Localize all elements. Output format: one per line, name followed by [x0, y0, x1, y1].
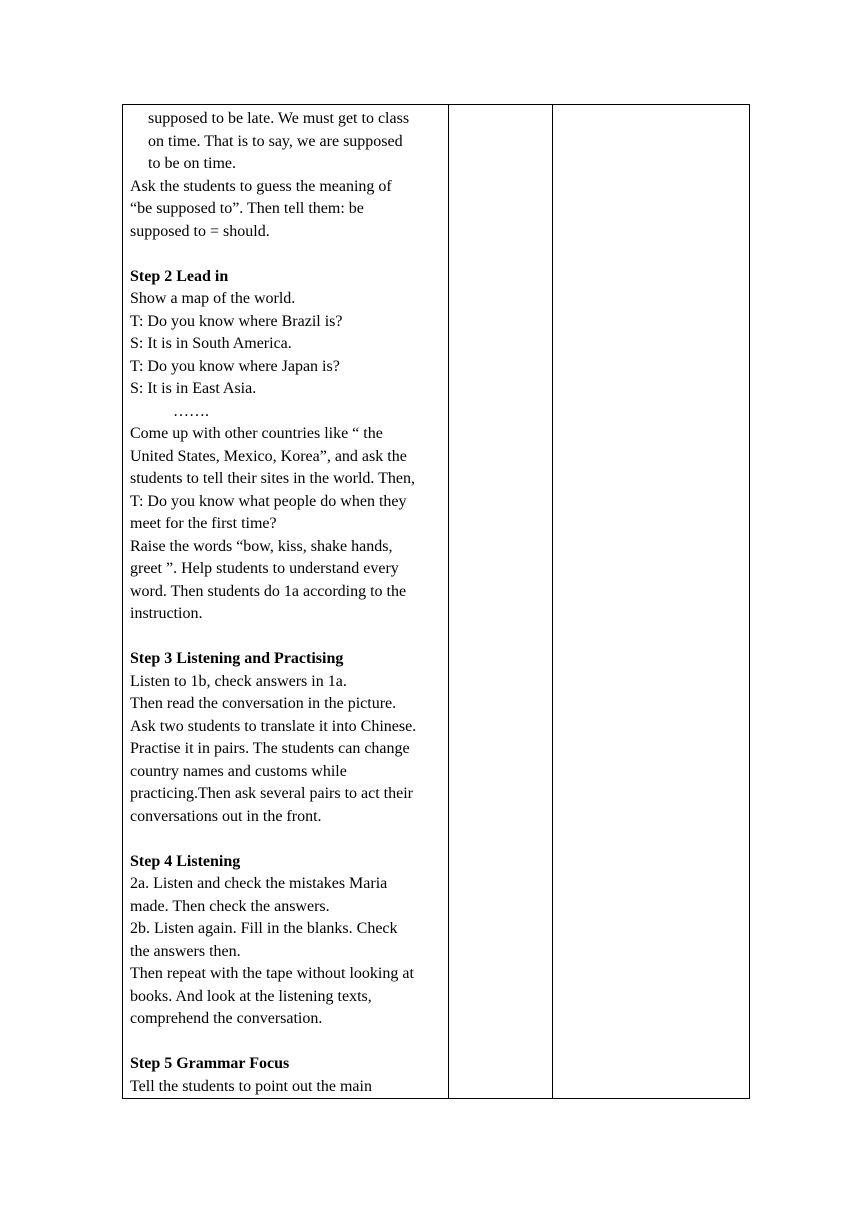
text-line: Come up with other countries like “ the: [130, 425, 383, 442]
text-line: instruction.: [130, 605, 203, 622]
text-line: “be supposed to”. Then tell them: be: [130, 200, 364, 217]
text-line: word. Then students do 1a according to the: [130, 582, 407, 600]
text-line: Ask the students to guess the meaning of: [130, 177, 392, 195]
step3-heading: Step 3 Listening and Practising: [130, 650, 344, 667]
text-line: Ask two students to translate it into Chinese.: [130, 717, 417, 735]
text-line: Practise it in pairs. The students can change: [130, 740, 410, 757]
text-line: Then read the conversation in the picture.: [130, 695, 397, 712]
text-line: S: It is in East Asia.: [130, 380, 257, 397]
text-line: to be on time.: [148, 155, 236, 172]
step2-heading: Step 2 Lead in: [130, 267, 229, 285]
text-line: comprehend the conversation.: [130, 1010, 323, 1027]
text-line: made. Then check the answers.: [130, 897, 330, 915]
text-line: country names and customs while: [130, 762, 347, 780]
right-cell: [553, 105, 750, 1099]
text-line: supposed to = should.: [130, 222, 270, 240]
text-line: meet for the first time?: [130, 515, 277, 532]
text-line: Then repeat with the tape without looking at: [130, 965, 414, 982]
text-line: T: Do you know where Brazil is?: [130, 312, 343, 330]
step4-heading: Step 4 Listening: [130, 852, 241, 870]
text-line: 2b. Listen again. Fill in the blanks. Check: [130, 920, 398, 937]
text-line: Listen to 1b, check answers in 1a.: [130, 672, 347, 690]
text-line: students to tell their sites in the world. Then,: [130, 470, 415, 487]
text-line: T: Do you know where Japan is?: [130, 357, 340, 375]
text-line: Tell the students to point out the main: [130, 1077, 372, 1095]
text-line: supposed to be late. We must get to class: [148, 110, 410, 127]
text-line: on time. That is to say, we are supposed: [148, 132, 403, 150]
text-line: practicing.Then ask several pairs to act their: [130, 785, 413, 802]
spacer: [130, 1031, 442, 1054]
text-line: United States, Mexico, Korea”, and ask the: [130, 447, 407, 465]
spacer: [130, 828, 442, 851]
text-line: Show a map of the world.: [130, 290, 296, 307]
procedure-content: [123, 105, 448, 1098]
lesson-plan-table: [122, 104, 750, 1099]
spacer: [130, 626, 442, 649]
text-line: conversations out in the front.: [130, 807, 322, 825]
text-line: Raise the words “bow, kiss, shake hands,: [130, 537, 393, 555]
table-row: [123, 105, 750, 1099]
text-line: books. And look at the listening texts,: [130, 987, 372, 1005]
text-line: S: It is in South America.: [130, 335, 292, 352]
procedure-cell: [123, 105, 449, 1099]
middle-cell: [449, 105, 553, 1099]
text-line: the answers then.: [130, 942, 241, 960]
ellipsis-line: …….: [173, 402, 209, 420]
text-line: T: Do you know what people do when they: [130, 492, 407, 510]
step5-heading: Step 5 Grammar Focus: [130, 1055, 290, 1072]
spacer: [130, 243, 442, 266]
text-line: 2a. Listen and check the mistakes Maria: [130, 875, 388, 892]
text-line: greet ”. Help students to understand every: [130, 560, 399, 577]
